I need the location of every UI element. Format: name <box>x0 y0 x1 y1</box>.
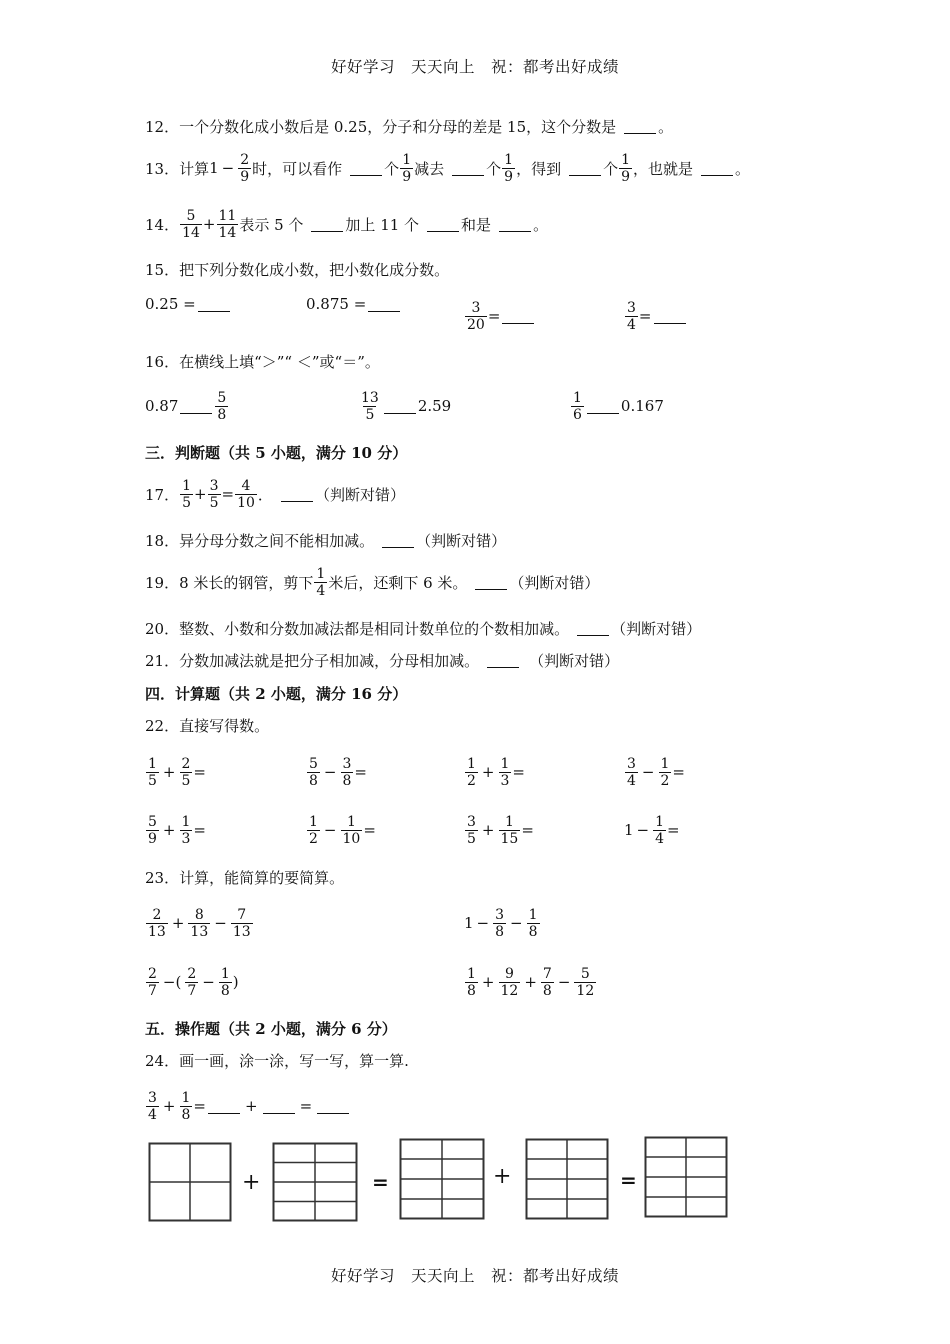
answer-blank[interactable] <box>208 1099 240 1114</box>
answer-blank[interactable] <box>624 119 656 134</box>
question-17: 17． $\frac{1}{5}$ + $\frac{3}{5}$ = $\frac{4}{10}$ ． （判断对错） <box>145 477 405 511</box>
fraction: $\frac{4}{10}$ <box>237 477 255 511</box>
fraction: $\frac{5}{14}$ <box>182 207 200 241</box>
fraction: $\frac{3}{4}$ <box>627 299 636 333</box>
question-18: 18． 异分母分数之间不能相加减。 （判断对错） <box>145 531 507 550</box>
fraction: $\frac{2}{13}$ <box>148 906 166 940</box>
fraction: $\frac{3}{4}$ <box>627 755 636 789</box>
fraction: $\frac{1}{2}$ <box>467 755 476 789</box>
q23-expression-1: $\frac{2}{13}$ + $\frac{8}{13}$ − $\frac{7}{13}$ <box>148 906 251 940</box>
fraction: $\frac{7}{13}$ <box>232 906 251 940</box>
fraction: $\frac{1}{2}$ <box>309 813 318 847</box>
fraction: $\frac{3}{20}$ <box>467 299 485 333</box>
fraction: $\frac{1}{4}$ <box>655 813 665 847</box>
q16-item-a: 0.87 $\frac{5}{8}$ <box>145 389 227 423</box>
answer-blank[interactable] <box>427 217 459 232</box>
q22-expression: 1 − $\frac{1}{4}$ = <box>624 813 680 847</box>
grid-plus-sign: + <box>242 1169 261 1195</box>
answer-blank[interactable] <box>577 621 609 636</box>
fraction: $\frac{1}{2}$ <box>660 755 670 789</box>
fraction: $\frac{1}{15}$ <box>500 813 519 847</box>
question-12: 12． 一个分数化成小数后是 0.25，分子和分母的差是 15，这个分数是 。 <box>145 117 674 136</box>
fraction: $\frac{5}{12}$ <box>576 965 595 999</box>
fraction: $\frac{3}{8}$ <box>495 906 505 940</box>
question-19: 19． 8 米长的钢管，剪下 $\frac{1}{4}$ 米后，还剩下 6 米。 （判断对错） <box>145 565 600 599</box>
grid-quarters[interactable] <box>148 1142 232 1222</box>
question-13: 13． 计算 1 − $\frac{2}{9}$ 时，可以看作 个 $\frac{1}{9}$ 减去 个 $\frac{1}{9}$ ，得到 个 $\frac{1}{9}$ ，也就是 。 <box>145 151 751 185</box>
fraction: $\frac{1}{4}$ <box>316 565 326 599</box>
grid-equals-sign-2: = <box>620 1168 637 1192</box>
fraction: $\frac{1}{8}$ <box>181 1089 191 1123</box>
fraction: $\frac{5}{9}$ <box>148 813 157 847</box>
q22-expression: $\frac{5}{8}$ − $\frac{3}{8}$ = <box>309 755 367 789</box>
answer-blank[interactable] <box>654 309 686 324</box>
grid-eighths-1[interactable] <box>272 1142 358 1222</box>
question-24: 24． 画一画，涂一涂，写一写，算一算. <box>145 1051 409 1070</box>
fraction: $\frac{5}{8}$ <box>309 755 318 789</box>
fraction: $\frac{3}{5}$ <box>209 477 219 511</box>
answer-blank[interactable] <box>701 161 733 176</box>
q22-expression: $\frac{3}{4}$ − $\frac{1}{2}$ = <box>627 755 685 789</box>
question-14: 14． $\frac{5}{14}$ + $\frac{11}{14}$ 表示 5 个 加上 11 个 和是 。 <box>145 207 549 241</box>
q16-item-c: $\frac{1}{6}$ 0.167 <box>573 389 664 423</box>
grid-equals-sign-1: = <box>372 1170 389 1194</box>
section-4-heading: 四．计算题（共 2 小题，满分 16 分） <box>145 684 408 703</box>
fraction: $\frac{5}{8}$ <box>217 389 227 423</box>
q23-expression-4: $\frac{1}{8}$ + $\frac{9}{12}$ + $\frac{7}{8}$ − $\frac{5}{12}$ <box>467 965 595 999</box>
answer-blank[interactable] <box>263 1099 295 1114</box>
fraction: $\frac{2}{7}$ <box>148 965 157 999</box>
answer-blank[interactable] <box>180 399 212 414</box>
q22-expression: $\frac{1}{2}$ − $\frac{1}{10}$ = <box>309 813 376 847</box>
fraction: $\frac{2}{5}$ <box>181 755 191 789</box>
fraction: $\frac{3}{4}$ <box>148 1089 157 1123</box>
fraction: $\frac{1}{10}$ <box>342 813 361 847</box>
fraction: $\frac{1}{5}$ <box>182 477 192 511</box>
answer-blank[interactable] <box>499 217 531 232</box>
answer-blank[interactable] <box>311 217 343 232</box>
answer-blank[interactable] <box>382 533 414 548</box>
question-16: 16． 在横线上填“＞”“ ＜”或“＝”。 <box>145 352 380 371</box>
fraction: $\frac{1}{9}$ <box>504 151 514 185</box>
q15-item-d: $\frac{3}{4}$ = <box>624 296 688 336</box>
q22-expression: $\frac{3}{5}$ + $\frac{1}{15}$ = <box>467 813 534 847</box>
answer-blank[interactable] <box>475 575 507 590</box>
q15-item-c: $\frac{3}{20}$ = <box>464 296 536 336</box>
fraction: $\frac{1}{9}$ <box>402 151 412 185</box>
question-23: 23． 计算，能简算的要简算。 <box>145 868 345 887</box>
answer-blank[interactable] <box>384 399 416 414</box>
q23-expression-3: $\frac{2}{7}$ −( $\frac{2}{7}$ − $\frac{1}{8}$ ) <box>148 965 239 999</box>
fraction: $\frac{9}{12}$ <box>500 965 519 999</box>
fraction: $\frac{1}{3}$ <box>500 755 510 789</box>
answer-blank[interactable] <box>587 399 619 414</box>
q22-expression: $\frac{1}{5}$ + $\frac{2}{5}$ = <box>148 755 206 789</box>
fraction: $\frac{1}{8}$ <box>467 965 476 999</box>
answer-blank[interactable] <box>487 653 519 668</box>
answer-blank[interactable] <box>350 161 382 176</box>
answer-blank[interactable] <box>452 161 484 176</box>
fraction: $\frac{7}{8}$ <box>542 965 552 999</box>
fraction: $\frac{2}{9}$ <box>240 151 250 185</box>
q22-expression: $\frac{5}{9}$ + $\frac{1}{3}$ = <box>148 813 206 847</box>
q24-equation: $\frac{3}{4}$ + $\frac{1}{8}$ = + = <box>145 1086 351 1126</box>
fraction: $\frac{1}{9}$ <box>621 151 631 185</box>
q15-item-a: 0.25 = <box>145 284 232 324</box>
question-15: 15． 把下列分数化成小数，把小数化成分数。 <box>145 260 450 279</box>
answer-blank[interactable] <box>198 297 230 312</box>
fraction: $\frac{3}{8}$ <box>342 755 352 789</box>
page-header: 好好学习 天天向上 祝：都考出好成绩 <box>330 58 619 76</box>
grid-plus-sign-2: + <box>493 1163 512 1189</box>
section-3-heading: 三．判断题（共 5 小题，满分 10 分） <box>145 443 408 462</box>
grid-eighths-3[interactable] <box>525 1138 609 1220</box>
answer-blank[interactable] <box>502 309 534 324</box>
fraction: $\frac{1}{5}$ <box>148 755 157 789</box>
grid-eighths-4[interactable] <box>644 1136 728 1218</box>
fraction: $\frac{8}{13}$ <box>190 906 209 940</box>
q22-expression: $\frac{1}{2}$ + $\frac{1}{3}$ = <box>467 755 525 789</box>
q23-expression-2: 1 − $\frac{3}{8}$ − $\frac{1}{8}$ <box>464 906 538 940</box>
fraction: $\frac{1}{3}$ <box>181 813 191 847</box>
question-22: 22． 直接写得数。 <box>145 716 270 735</box>
section-5-heading: 五．操作题（共 2 小题，满分 6 分） <box>145 1019 397 1038</box>
answer-blank[interactable] <box>317 1099 349 1114</box>
answer-blank[interactable] <box>368 297 400 312</box>
fraction: $\frac{1}{8}$ <box>528 906 538 940</box>
fraction: $\frac{1}{6}$ <box>573 389 582 423</box>
q15-item-b: 0.875 = <box>306 284 402 324</box>
fraction: $\frac{3}{5}$ <box>467 813 476 847</box>
question-21: 21． 分数加减法就是把分子相加减，分母相加减。 （判断对错） <box>145 651 620 670</box>
fraction: $\frac{13}{5}$ <box>361 389 379 423</box>
question-20: 20． 整数、小数和分数加减法都是相同计数单位的个数相加减。 （判断对错） <box>145 619 702 638</box>
grid-eighths-2[interactable] <box>399 1138 485 1220</box>
q16-item-b: $\frac{13}{5}$ 2.59 <box>361 389 452 423</box>
fraction: $\frac{2}{7}$ <box>187 965 197 999</box>
page-footer: 好好学习 天天向上 祝：都考出好成绩 <box>330 1267 619 1285</box>
answer-blank[interactable] <box>281 487 313 502</box>
answer-blank[interactable] <box>569 161 601 176</box>
fraction: $\frac{11}{14}$ <box>218 207 237 241</box>
fraction: $\frac{1}{8}$ <box>220 965 230 999</box>
